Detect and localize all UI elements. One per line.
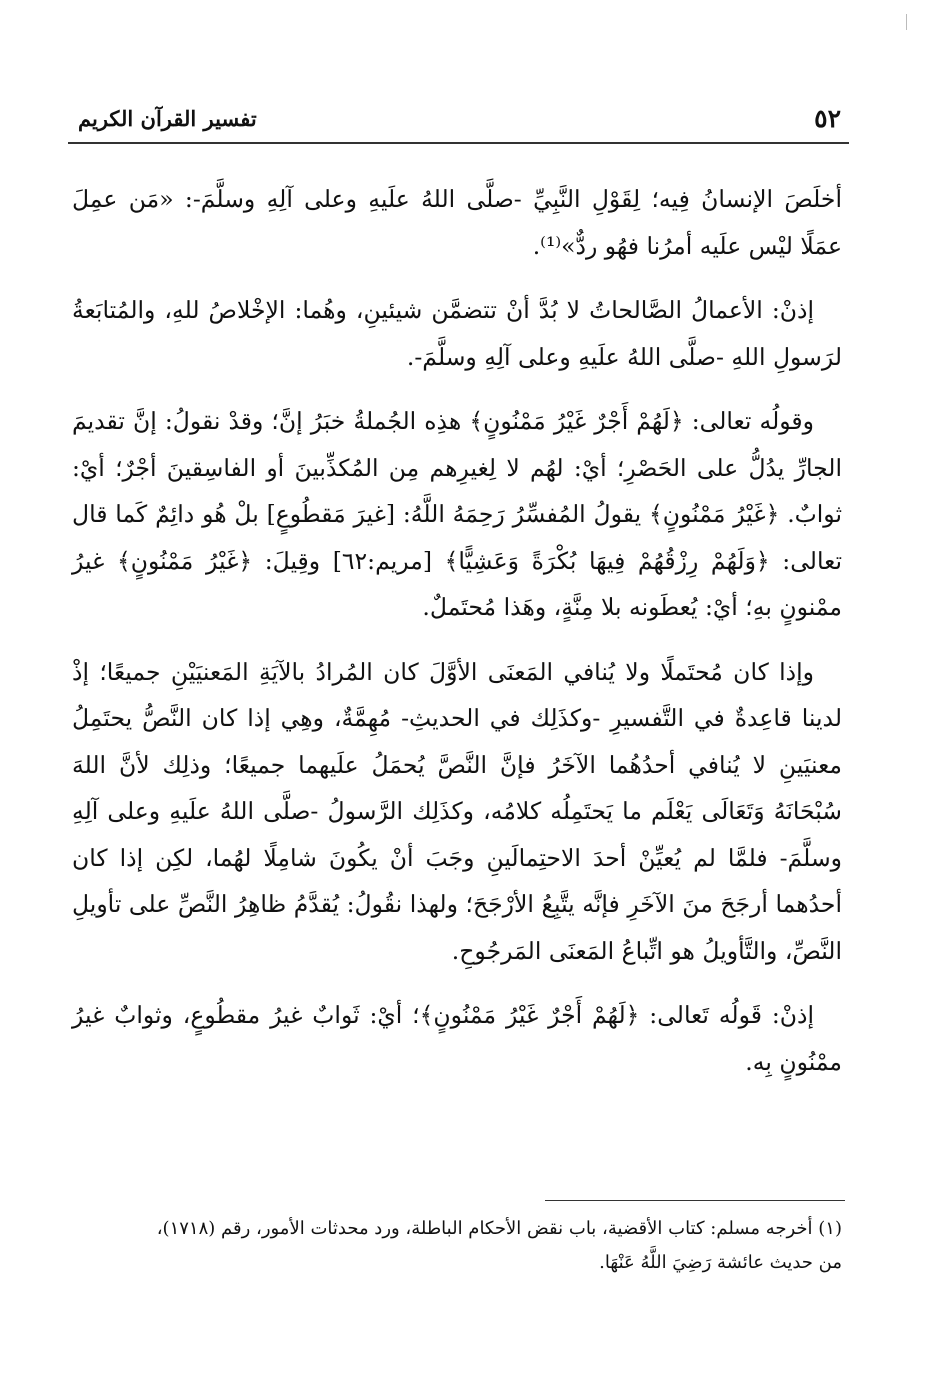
footnote-line-1: (١) أخرجه مسلم: كتاب الأقضية، باب نقض الأحكام الباطلة، ورد محدثات الأمور، رقم (١٧١٨)، bbox=[156, 1218, 842, 1239]
paragraph-1: أخلَصَ الإنسانُ فِيه؛ لِقَوْلِ النَّبِيِّ -صلَّى اللهُ علَيهِ وعلى آلِهِ وسلَّمَ-: «مَن عمِلَ عمَلًا ليْس علَيه أمرُنا فهُو ردٌّ»⁽¹⁾. bbox=[72, 185, 842, 260]
paragraph-5: إذنْ: قَولُه تَعالى: ﴿لَهُمْ أَجْرٌ غَيْرُ مَمْنُونٍ﴾؛ أيْ: ثَوابٌ غيرُ مقطُوعٍ، وثوابٌ غيرُ ممْنُونٍ بِه. bbox=[72, 1001, 842, 1076]
footnote-separator bbox=[545, 1200, 845, 1201]
paragraph-3: وقولُه تعالى: ﴿لَهُمْ أَجْرٌ غَيْرُ مَمْنُونٍ﴾ هذِه الجُملةُ خبَرُ إنَّ؛ وقدْ نقولُ: إنَّ تقديمَ الجارِّ يدُلُّ على الحَصْرِ؛ أيْ: لهُم لا لِغيرِهم مِن المُكذِّبينَ أو الفاسِقينَ أجْرٌ؛ أيْ: ثوابٌ. ﴿غَيْرُ مَمْنُونٍ﴾ يقولُ المُفسِّرُ رَحِمَهُ اللَّهُ: [غيرَ مَقطُوعٍ] بلْ هُو دائِمٌ كَما قال تعالى: ﴿وَلَهُمْ رِزْقُهُمْ فِيهَا بُكْرَةً وَعَشِيًّا﴾ [مريم:٦٢] وقِيلَ: ﴿غَيْرُ مَمْنُونٍ﴾ غيرُ ممْنونٍ بهِ؛ أيْ: يُعطَونه بلا مِنَّةٍ، وهَذا مُحتَملٌ. bbox=[72, 407, 842, 621]
footnote-line-2: من حديث عائشة رَضِيَ اللَّهُ عَنْهَا. bbox=[599, 1252, 842, 1273]
scan-edge-mark bbox=[906, 14, 913, 30]
footnote bbox=[72, 1212, 842, 1280]
main-text bbox=[72, 176, 842, 1103]
page-header bbox=[68, 102, 849, 144]
paragraph-4: وإذا كان مُحتَملًا ولا يُنافي المَعنَى الأوَّلَ كان المُرادُ بالآيَةِ المَعنيَيْنِ جميعًا؛ إذْ لدينا قاعِدةٌ في التَّفسيرِ -وكذَلِك في الحديثِ- مُهِمَّةٌ، وهِي إذا كان النَّصُّ يحتَمِلُ معنيَينِ لا يُنافي أحدُهُما الآخَرُ فإنَّ النَّصَّ يُحمَلُ علَيهما جميعًا؛ وذلِك لأنَّ اللهَ سُبْحَانَهُ وَتَعَالَى يَعْلَم ما يَحتَمِلُه كلامُه، وكذَلِك الرَّسولُ -صلَّى اللهُ علَيهِ وعلى آلِهِ وسلَّمَ- فلمَّا لم يُعيِّنْ أحدَ الاحتِمالَينِ وجَبَ أنْ يكُونَ شامِلًا لهُما، لكِن إذا كان أحدُهما أرجَحَ منَ الآخَرِ فإنَّه يتَّبِعُ الأرْجَحَ؛ ولهذا نقُولُ: يُقدَّمُ ظاهِرُ النَّصِّ على تأويلِ النَّصِّ، والتَّأويلُ هو اتِّباعُ المَعنَى المَرجُوحِ. bbox=[72, 657, 842, 965]
paragraph-2: إذنْ: الأعمالُ الصَّالحاتُ لا بُدَّ أنْ تتضمَّن شيئينِ، وهُما: الإخْلاصُ للهِ، والمُتابَعةُ لرَسولِ اللهِ -صلَّى اللهُ علَيهِ وعلى آلِهِ وسلَّمَ-. bbox=[72, 296, 842, 371]
running-title: تفسير القرآن الكريم bbox=[78, 106, 257, 131]
page-number: ٥٢ bbox=[814, 104, 841, 133]
